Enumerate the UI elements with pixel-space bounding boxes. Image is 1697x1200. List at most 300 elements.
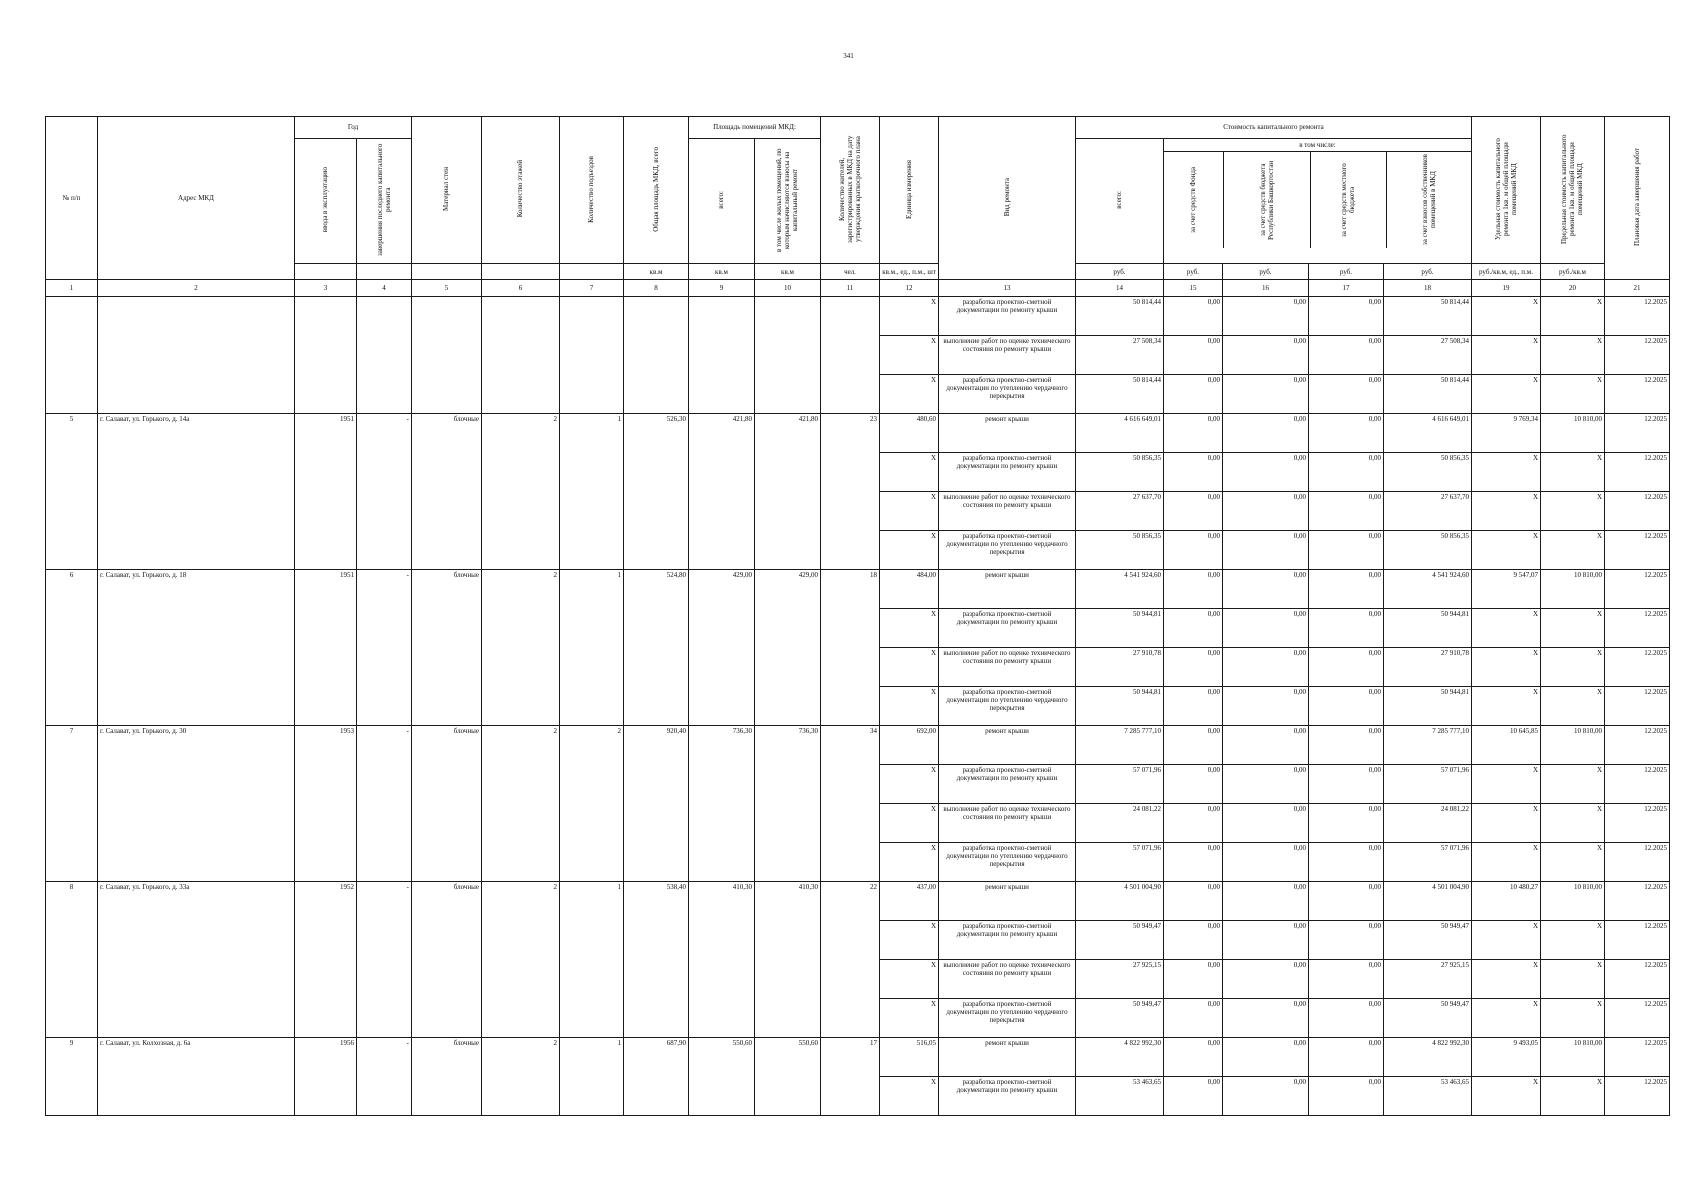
work-type: разработка проектно-сметной документации по утеплению чердачного перекрытия [939, 999, 1076, 1038]
cost-total: 57 071,96 [1076, 765, 1164, 804]
table-row [46, 1038, 1670, 1077]
cost-total: 7 285 777,10 [1076, 726, 1164, 765]
work-unit: X [880, 531, 939, 570]
header-src-local: за счет средств местного бюджета [1311, 152, 1387, 248]
area-contrib: 410,30 [755, 882, 821, 1038]
year-commission: 1951 [295, 570, 357, 726]
year-commission: 1952 [295, 882, 357, 1038]
entrances-count [560, 297, 624, 414]
column-number: 13 [939, 280, 1076, 297]
max-cost: X [1541, 843, 1605, 882]
floors-count: 2 [482, 726, 560, 882]
work-unit: 437,00 [880, 882, 939, 921]
cost-fund: 0,00 [1164, 804, 1223, 843]
max-cost: X [1541, 531, 1605, 570]
entrances-count: 1 [560, 414, 624, 570]
cost-republic: 0,00 [1223, 570, 1309, 609]
planned-date: 12.2025 [1605, 375, 1670, 414]
unit-cost: X [1472, 960, 1541, 999]
residents-count: 34 [821, 726, 880, 882]
floors-count: 2 [482, 882, 560, 1038]
cost-owners: 4 822 992,30 [1384, 1038, 1472, 1077]
cost-total: 27 910,78 [1076, 648, 1164, 687]
work-type: ремонт крыши [939, 570, 1076, 609]
max-cost: X [1541, 687, 1605, 726]
planned-date: 12.2025 [1605, 765, 1670, 804]
work-type: ремонт крыши [939, 1038, 1076, 1077]
wall-material: блочные [412, 570, 482, 726]
cost-republic: 0,00 [1223, 882, 1309, 921]
header-premises-area: Площадь помещений МКД: [689, 117, 821, 139]
cost-fund: 0,00 [1164, 492, 1223, 531]
cost-republic: 0,00 [1223, 375, 1309, 414]
max-cost: X [1541, 999, 1605, 1038]
work-unit: X [880, 765, 939, 804]
header-max-cost: Предельная стоимость капитального ремонта 1кв. м общей площади помещений МКД [1541, 117, 1605, 264]
cost-republic: 0,00 [1223, 453, 1309, 492]
work-unit: X [880, 336, 939, 375]
cost-total: 50 949,47 [1076, 999, 1164, 1038]
cost-republic: 0,00 [1223, 414, 1309, 453]
max-cost: X [1541, 375, 1605, 414]
header-area-total: всего: [689, 139, 755, 264]
house-address: г. Салават, ул. Колхозная, д. 6а [98, 1038, 295, 1116]
max-cost: X [1541, 297, 1605, 336]
house-address: г. Салават, ул. Горького, д. 33а [98, 882, 295, 1038]
cost-republic: 0,00 [1223, 1077, 1309, 1116]
cost-republic: 0,00 [1223, 999, 1309, 1038]
table-row [46, 726, 1670, 765]
column-number: 16 [1223, 280, 1309, 297]
cost-fund: 0,00 [1164, 336, 1223, 375]
cost-local: 0,00 [1309, 960, 1384, 999]
max-cost: 10 810,00 [1541, 726, 1605, 765]
wall-material: блочные [412, 1038, 482, 1116]
unit-cost-total: руб. [1076, 264, 1164, 280]
column-number: 6 [482, 280, 560, 297]
cost-total: 50 944,81 [1076, 687, 1164, 726]
planned-date: 12.2025 [1605, 921, 1670, 960]
year-last-repair: - [357, 726, 412, 882]
cost-republic: 0,00 [1223, 297, 1309, 336]
work-type: разработка проектно-сметной документации по утеплению чердачного перекрытия [939, 375, 1076, 414]
year-last-repair: - [357, 570, 412, 726]
column-number: 2 [98, 280, 295, 297]
work-type: выполнение работ по оценке технического состояния по ремонту крыши [939, 804, 1076, 843]
cost-fund: 0,00 [1164, 297, 1223, 336]
work-type: ремонт крыши [939, 726, 1076, 765]
max-cost: 10 810,00 [1541, 882, 1605, 921]
area-contrib: 421,80 [755, 414, 821, 570]
unit-cost: X [1472, 765, 1541, 804]
area-total: 429,00 [689, 570, 755, 726]
house-address: г. Салават, ул. Горького, д. 30 [98, 726, 295, 882]
cost-fund: 0,00 [1164, 765, 1223, 804]
planned-date: 12.2025 [1605, 531, 1670, 570]
cost-owners: 57 071,96 [1384, 843, 1472, 882]
wall-material: блочные [412, 414, 482, 570]
column-number: 21 [1605, 280, 1670, 297]
column-number: 15 [1164, 280, 1223, 297]
unit-floors [482, 264, 560, 280]
header-src-fund: за счет средств Фонда [1164, 152, 1224, 248]
max-cost: X [1541, 648, 1605, 687]
max-cost: X [1541, 804, 1605, 843]
unit-cost: X [1472, 297, 1541, 336]
year-commission [295, 297, 357, 414]
header-incl-group [1164, 139, 1472, 264]
work-unit: 516,05 [880, 1038, 939, 1077]
planned-date: 12.2025 [1605, 804, 1670, 843]
cost-total: 50 856,35 [1076, 531, 1164, 570]
area-contrib: 429,00 [755, 570, 821, 726]
cost-owners: 53 463,65 [1384, 1077, 1472, 1116]
column-numbers-row [46, 280, 1670, 297]
cost-local: 0,00 [1309, 687, 1384, 726]
planned-date: 12.2025 [1605, 492, 1670, 531]
house-number: 8 [46, 882, 98, 1038]
cost-republic: 0,00 [1223, 843, 1309, 882]
area-total: 421,80 [689, 414, 755, 570]
unit-area-contrib: кв.м [755, 264, 821, 280]
unit-cost: 10 480,27 [1472, 882, 1541, 921]
table-row [46, 297, 1670, 336]
work-type: разработка проектно-сметной документации по утеплению чердачного перекрытия [939, 843, 1076, 882]
cost-republic: 0,00 [1223, 960, 1309, 999]
unit-cost: 9 493,05 [1472, 1038, 1541, 1077]
cost-fund: 0,00 [1164, 531, 1223, 570]
cost-total: 53 463,65 [1076, 1077, 1164, 1116]
unit-cost: 9 769,34 [1472, 414, 1541, 453]
work-type: разработка проектно-сметной документации по ремонту крыши [939, 609, 1076, 648]
column-number: 7 [560, 280, 624, 297]
cost-owners: 27 910,78 [1384, 648, 1472, 687]
cost-fund: 0,00 [1164, 453, 1223, 492]
planned-date: 12.2025 [1605, 297, 1670, 336]
cost-total: 4 616 649,01 [1076, 414, 1164, 453]
unit-cost: X [1472, 1077, 1541, 1116]
residents-count: 18 [821, 570, 880, 726]
total-area: 526,30 [624, 414, 689, 570]
work-unit: X [880, 843, 939, 882]
max-cost: 10 810,00 [1541, 1038, 1605, 1077]
cost-local: 0,00 [1309, 297, 1384, 336]
cost-local: 0,00 [1309, 414, 1384, 453]
cost-local: 0,00 [1309, 804, 1384, 843]
cost-total: 50 944,81 [1076, 609, 1164, 648]
cost-total: 50 814,44 [1076, 297, 1164, 336]
cost-owners: 27 925,15 [1384, 960, 1472, 999]
house-number: 9 [46, 1038, 98, 1116]
work-type: выполнение работ по оценке технического состояния по ремонту крыши [939, 960, 1076, 999]
header-src-owners: за счет взносов собственников помещений в МКД [1420, 154, 1437, 246]
cost-fund: 0,00 [1164, 960, 1223, 999]
column-number: 5 [412, 280, 482, 297]
header-planned-date: Плановая дата завершения работ [1605, 117, 1670, 280]
area-contrib [755, 297, 821, 414]
column-number: 11 [821, 280, 880, 297]
cost-owners: 50 856,35 [1384, 453, 1472, 492]
cost-owners: 27 508,34 [1384, 336, 1472, 375]
cost-owners: 50 856,35 [1384, 531, 1472, 570]
work-type: разработка проектно-сметной документации по ремонту крыши [939, 921, 1076, 960]
cost-republic: 0,00 [1223, 726, 1309, 765]
unit-cost: X [1472, 843, 1541, 882]
planned-date: 12.2025 [1605, 648, 1670, 687]
header-address: Адрес МКД [98, 117, 295, 280]
unit-cost: 9 547,07 [1472, 570, 1541, 609]
floors-count: 2 [482, 570, 560, 726]
unit-unit-cost: руб./кв.м, ед., п.м. [1472, 264, 1541, 280]
max-cost: X [1541, 765, 1605, 804]
planned-date: 12.2025 [1605, 336, 1670, 375]
year-last-repair: - [357, 1038, 412, 1116]
cost-total: 4 501 004,90 [1076, 882, 1164, 921]
cost-total: 4 822 992,30 [1076, 1038, 1164, 1077]
column-number: 18 [1384, 280, 1472, 297]
unit-cost: X [1472, 804, 1541, 843]
unit-cost: X [1472, 375, 1541, 414]
unit-cost-local: руб. [1309, 264, 1384, 280]
work-unit: 484,00 [880, 570, 939, 609]
cost-owners: 7 285 777,10 [1384, 726, 1472, 765]
cost-fund: 0,00 [1164, 1077, 1223, 1116]
cost-owners: 4 501 004,90 [1384, 882, 1472, 921]
unit-unit: кв.м., ед., п.м., шт [880, 264, 939, 280]
total-area [624, 297, 689, 414]
max-cost: X [1541, 336, 1605, 375]
cost-fund: 0,00 [1164, 726, 1223, 765]
cost-fund: 0,00 [1164, 648, 1223, 687]
header-unit-cost: Удельная стоимость капитального ремонта 1кв. м общей площади помещений МКД [1472, 117, 1541, 264]
cost-local: 0,00 [1309, 726, 1384, 765]
floors-count: 2 [482, 414, 560, 570]
unit-cost: 10 645,85 [1472, 726, 1541, 765]
unit-cost: X [1472, 648, 1541, 687]
work-unit: X [880, 453, 939, 492]
capital-repair-table [45, 116, 1670, 1116]
cost-fund: 0,00 [1164, 921, 1223, 960]
house-address [98, 297, 295, 414]
cost-local: 0,00 [1309, 453, 1384, 492]
cost-owners: 24 081,22 [1384, 804, 1472, 843]
cost-total: 50 814,44 [1076, 375, 1164, 414]
cost-owners: 50 944,81 [1384, 609, 1472, 648]
cost-local: 0,00 [1309, 1038, 1384, 1077]
cost-owners: 57 071,96 [1384, 765, 1472, 804]
cost-fund: 0,00 [1164, 1038, 1223, 1077]
cost-fund: 0,00 [1164, 687, 1223, 726]
cost-republic: 0,00 [1223, 336, 1309, 375]
work-type: разработка проектно-сметной документации по ремонту крыши [939, 453, 1076, 492]
work-type: выполнение работ по оценке технического состояния по ремонту крыши [939, 492, 1076, 531]
cost-fund: 0,00 [1164, 882, 1223, 921]
unit-cost: X [1472, 999, 1541, 1038]
house-number: 5 [46, 414, 98, 570]
work-unit: X [880, 609, 939, 648]
cost-local: 0,00 [1309, 1077, 1384, 1116]
work-type: разработка проектно-сметной документации по ремонту крыши [939, 297, 1076, 336]
area-contrib: 550,60 [755, 1038, 821, 1116]
cost-owners: 50 814,44 [1384, 375, 1472, 414]
max-cost: X [1541, 921, 1605, 960]
residents-count [821, 297, 880, 414]
cost-fund: 0,00 [1164, 843, 1223, 882]
unit-cost: X [1472, 609, 1541, 648]
planned-date: 12.2025 [1605, 1038, 1670, 1077]
residents-count: 22 [821, 882, 880, 1038]
planned-date: 12.2025 [1605, 843, 1670, 882]
cost-republic: 0,00 [1223, 687, 1309, 726]
cost-fund: 0,00 [1164, 375, 1223, 414]
unit-wall [412, 264, 482, 280]
table-row [46, 570, 1670, 609]
work-unit: X [880, 1077, 939, 1116]
planned-date: 12.2025 [1605, 882, 1670, 921]
work-unit: X [880, 648, 939, 687]
header-cost-total: всего: [1076, 139, 1164, 264]
unit-cost-republic: руб. [1223, 264, 1309, 280]
unit-cost: X [1472, 687, 1541, 726]
unit-entrances [560, 264, 624, 280]
cost-local: 0,00 [1309, 492, 1384, 531]
work-type: ремонт крыши [939, 882, 1076, 921]
page-number: 341 [843, 52, 854, 60]
floors-count [482, 297, 560, 414]
column-number: 14 [1076, 280, 1164, 297]
work-unit: X [880, 687, 939, 726]
cost-total: 27 637,70 [1076, 492, 1164, 531]
unit-residents: чел. [821, 264, 880, 280]
table-row [46, 414, 1670, 453]
area-total: 736,30 [689, 726, 755, 882]
cost-local: 0,00 [1309, 375, 1384, 414]
wall-material: блочные [412, 882, 482, 1038]
entrances-count: 2 [560, 726, 624, 882]
header-year-last-repair: завершения последнего капитального ремонта [357, 139, 412, 264]
cost-owners: 27 637,70 [1384, 492, 1472, 531]
header-incl: в том числе: [1164, 139, 1471, 152]
wall-material [412, 297, 482, 414]
cost-local: 0,00 [1309, 999, 1384, 1038]
planned-date: 12.2025 [1605, 687, 1670, 726]
cost-republic: 0,00 [1223, 609, 1309, 648]
total-area: 538,40 [624, 882, 689, 1038]
column-number: 17 [1309, 280, 1384, 297]
cost-fund: 0,00 [1164, 609, 1223, 648]
column-number: 3 [295, 280, 357, 297]
cost-fund: 0,00 [1164, 570, 1223, 609]
cost-republic: 0,00 [1223, 765, 1309, 804]
work-type: разработка проектно-сметной документации по ремонту крыши [939, 765, 1076, 804]
cost-total: 27 508,34 [1076, 336, 1164, 375]
max-cost: X [1541, 453, 1605, 492]
header-floors: Количество этажей [482, 117, 560, 264]
cost-local: 0,00 [1309, 882, 1384, 921]
unit-cost: X [1472, 453, 1541, 492]
year-last-repair: - [357, 882, 412, 1038]
work-unit: X [880, 297, 939, 336]
cost-total: 50 856,35 [1076, 453, 1164, 492]
header-entrances: Количество подъездов [560, 117, 624, 264]
planned-date: 12.2025 [1605, 570, 1670, 609]
cost-total: 27 925,15 [1076, 960, 1164, 999]
work-type: ремонт крыши [939, 414, 1076, 453]
header-src-republic: за счет средств бюджета Республики Башкортостан [1224, 152, 1311, 248]
work-unit: X [880, 960, 939, 999]
year-commission: 1953 [295, 726, 357, 882]
header-area-contrib: в том числе жилых помещений, по которым начисляются взносы на капитальный ремонт [755, 139, 821, 264]
work-unit: X [880, 804, 939, 843]
header-unit: Единица измерения [880, 117, 939, 264]
header-residents: Количество жителей, зарегистрированных в МКД на дату утверждения краткосрочного плана [821, 117, 880, 264]
planned-date: 12.2025 [1605, 999, 1670, 1038]
work-unit: 692,00 [880, 726, 939, 765]
unit-cost: X [1472, 336, 1541, 375]
header-wall-material: Материал стен [412, 117, 482, 264]
entrances-count: 1 [560, 882, 624, 1038]
entrances-count: 1 [560, 570, 624, 726]
unit-cost: X [1472, 531, 1541, 570]
cost-total: 50 949,47 [1076, 921, 1164, 960]
cost-republic: 0,00 [1223, 804, 1309, 843]
planned-date: 12.2025 [1605, 1077, 1670, 1116]
work-type: разработка проектно-сметной документации по ремонту крыши [939, 1077, 1076, 1116]
area-total [689, 297, 755, 414]
unit-cost: X [1472, 492, 1541, 531]
cost-total: 57 071,96 [1076, 843, 1164, 882]
column-number: 1 [46, 280, 98, 297]
work-unit: X [880, 999, 939, 1038]
max-cost: X [1541, 1077, 1605, 1116]
cost-owners: 50 944,81 [1384, 687, 1472, 726]
total-area: 920,40 [624, 726, 689, 882]
cost-republic: 0,00 [1223, 531, 1309, 570]
cost-local: 0,00 [1309, 648, 1384, 687]
year-last-repair [357, 297, 412, 414]
total-area: 687,90 [624, 1038, 689, 1116]
cost-fund: 0,00 [1164, 414, 1223, 453]
max-cost: X [1541, 960, 1605, 999]
max-cost: 10 810,00 [1541, 570, 1605, 609]
house-address: г. Салават, ул. Горького, д. 14а [98, 414, 295, 570]
area-total: 410,30 [689, 882, 755, 1038]
cost-owners: 4 541 924,60 [1384, 570, 1472, 609]
column-number: 10 [755, 280, 821, 297]
cost-local: 0,00 [1309, 336, 1384, 375]
header-total-area: Общая площадь МКД, всего [624, 117, 689, 264]
planned-date: 12.2025 [1605, 453, 1670, 492]
unit-area-total: кв.м [689, 264, 755, 280]
cost-local: 0,00 [1309, 921, 1384, 960]
cost-owners: 4 616 649,01 [1384, 414, 1472, 453]
cost-republic: 0,00 [1223, 921, 1309, 960]
work-type: выполнение работ по оценке технического состояния по ремонту крыши [939, 336, 1076, 375]
work-type: разработка проектно-сметной документации по утеплению чердачного перекрытия [939, 687, 1076, 726]
cost-total: 4 541 924,60 [1076, 570, 1164, 609]
cost-owners: 50 814,44 [1384, 297, 1472, 336]
header-year-commission: ввода в эксплуатацию [295, 139, 357, 264]
work-unit: 480,60 [880, 414, 939, 453]
unit-cost-owners: руб. [1384, 264, 1472, 280]
header-n: № п/п [46, 117, 98, 280]
house-address: г. Салават, ул. Горького, д. 18 [98, 570, 295, 726]
work-type: разработка проектно-сметной документации по утеплению чердачного перекрытия [939, 531, 1076, 570]
year-last-repair: - [357, 414, 412, 570]
max-cost: X [1541, 609, 1605, 648]
area-contrib: 736,30 [755, 726, 821, 882]
table-row [46, 882, 1670, 921]
